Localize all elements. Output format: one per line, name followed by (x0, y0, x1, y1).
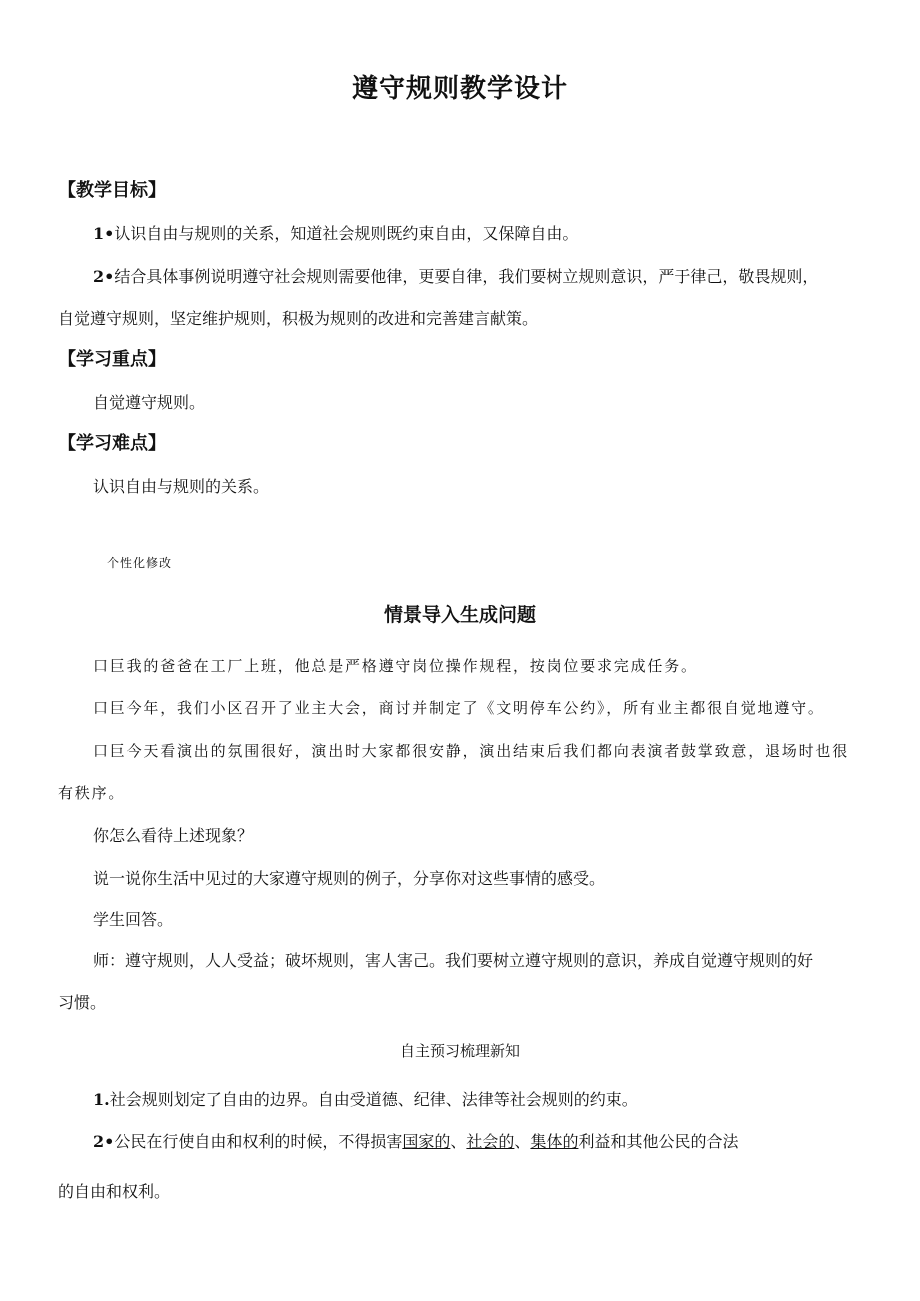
separator: 、 (514, 1132, 531, 1151)
knowledge-item-1-number: 1. (93, 1090, 110, 1109)
teacher-summary-line2: 习惯。 (58, 993, 107, 1012)
student-answer: 学生回答。 (93, 910, 174, 929)
scene-3-line1: 口巨今天看演出的氛围很好，演出时大家都很安静，演出结束后我们都向表演者鼓掌致意，退场时也很 (93, 742, 850, 760)
knowledge-item-2-text-end: 利益和其他公民的合法 (578, 1132, 739, 1151)
difficulty-heading: 【学习难点】 (58, 433, 166, 454)
knowledge-item-2-number: 2• (93, 1132, 115, 1151)
question-1: 你怎么看待上述现象？ (93, 826, 254, 845)
knowledge-item-2 (93, 1129, 738, 1152)
scene-2: 口巨今年，我们小区召开了业主大会，商讨并制定了《文明停车公约》，所有业主都很自觉地遵守。 (93, 699, 825, 717)
goal-item-2-text-line2: 自觉遵守规则，坚定维护规则，积极为规则的改进和完善建言献策。 (58, 309, 539, 328)
knowledge-item-1 (93, 1087, 638, 1110)
teaching-goals-heading: 【教学目标】 (58, 180, 166, 201)
goal-item-2 (93, 264, 818, 287)
key-point-text: 自觉遵守规则。 (93, 393, 206, 412)
question-2: 说一说你生活中见过的大家遵守规则的例子，分享你对这些事情的感受。 (93, 869, 606, 888)
separator: 、 (450, 1132, 467, 1151)
underlined-term-state: 国家的 (402, 1132, 451, 1151)
underlined-term-collective: 集体的 (530, 1132, 579, 1151)
knowledge-item-2-line2: 的自由和权利。 (58, 1182, 171, 1201)
section-title-preview: 自主预习梳理新知 (399, 1042, 520, 1060)
section-title-scenario: 情景导入生成问题 (383, 604, 536, 626)
document-title: 遵守规则教学设计 (351, 74, 568, 104)
key-point-heading: 【学习重点】 (58, 349, 166, 370)
goal-item-1-number: 1• (93, 224, 115, 243)
teacher-summary-line1: 师：遵守规则，人人受益；破坏规则，害人害己。我们要树立遵守规则的意识，养成自觉遵守规则的好 (93, 951, 814, 970)
underlined-term-society: 社会的 (466, 1132, 515, 1151)
personalized-edit-note: 个性化修改 (107, 556, 173, 570)
goal-item-2-number: 2• (93, 267, 115, 286)
goal-item-2-text-line1: 结合具体事例说明遵守社会规则需要他律，更要自律，我们要树立规则意识，严于律己，敬畏规则， (114, 267, 819, 286)
knowledge-item-1-text: 社会规则划定了自由的边界。自由受道德、纪律、法律等社会规则的约束。 (109, 1090, 638, 1109)
scene-3-line2: 有秩序。 (58, 784, 126, 802)
goal-item-1-text: 认识自由与规则的关系，知道社会规则既约束自由，又保障自由。 (114, 224, 579, 243)
goal-item-1 (93, 221, 578, 244)
knowledge-item-2-text-start: 公民在行使自由和权利的时候，不得损害 (114, 1132, 403, 1151)
scene-1: 口巨我的爸爸在工厂上班，他总是严格遵守岗位操作规程，按岗位要求完成任务。 (93, 657, 698, 675)
difficulty-text: 认识自由与规则的关系。 (93, 477, 270, 496)
